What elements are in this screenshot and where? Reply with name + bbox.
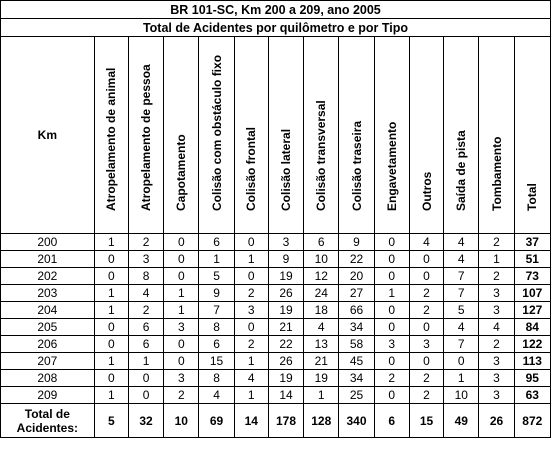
column-header-wrap bbox=[339, 37, 373, 233]
km-cell: 202 bbox=[1, 268, 95, 285]
value-cell: 1 bbox=[304, 387, 339, 404]
column-header bbox=[374, 37, 409, 234]
footer-total-cell: 49 bbox=[444, 404, 479, 438]
row-total-cell: 63 bbox=[514, 387, 550, 404]
km-cell: 209 bbox=[1, 387, 95, 404]
value-cell: 22 bbox=[268, 336, 303, 353]
value-cell: 0 bbox=[409, 251, 443, 268]
column-header-label: Tombamento bbox=[489, 136, 504, 211]
value-cell: 21 bbox=[268, 319, 303, 336]
value-cell: 1 bbox=[128, 353, 163, 370]
value-cell: 4 bbox=[444, 251, 479, 268]
column-header-wrap bbox=[515, 37, 550, 233]
value-cell: 24 bbox=[304, 285, 339, 302]
table-row bbox=[1, 268, 551, 285]
value-cell: 1 bbox=[479, 251, 514, 268]
value-cell: 0 bbox=[374, 353, 409, 370]
footer-label-line2: Acidentes: bbox=[16, 420, 79, 435]
value-cell: 1 bbox=[94, 285, 128, 302]
row-total-cell: 84 bbox=[514, 319, 550, 336]
column-header-wrap bbox=[95, 37, 128, 233]
footer-total-cell: 6 bbox=[374, 404, 409, 438]
value-cell: 2 bbox=[409, 302, 443, 319]
value-cell: 0 bbox=[409, 353, 443, 370]
value-cell: 25 bbox=[339, 387, 374, 404]
column-header-label: Outros bbox=[419, 171, 434, 211]
value-cell: 19 bbox=[268, 268, 303, 285]
value-cell: 7 bbox=[444, 336, 479, 353]
table-row bbox=[1, 319, 551, 336]
value-cell: 3 bbox=[479, 285, 514, 302]
value-cell: 0 bbox=[374, 387, 409, 404]
value-cell: 1 bbox=[234, 353, 268, 370]
value-cell: 10 bbox=[304, 251, 339, 268]
value-cell: 2 bbox=[128, 234, 163, 251]
column-header bbox=[199, 37, 234, 234]
value-cell: 45 bbox=[339, 353, 374, 370]
km-cell: 201 bbox=[1, 251, 95, 268]
value-cell: 3 bbox=[374, 336, 409, 353]
value-cell: 0 bbox=[164, 251, 199, 268]
value-cell: 7 bbox=[199, 302, 234, 319]
value-cell: 4 bbox=[444, 234, 479, 251]
column-header-wrap bbox=[129, 37, 163, 233]
column-header-label: Colisão com obstáculo fixo bbox=[209, 54, 224, 211]
table-row bbox=[1, 387, 551, 404]
value-cell: 8 bbox=[199, 319, 234, 336]
column-header-wrap bbox=[235, 37, 268, 233]
column-header bbox=[234, 37, 268, 234]
row-total-cell: 73 bbox=[514, 268, 550, 285]
value-cell: 0 bbox=[94, 370, 128, 387]
value-cell: 2 bbox=[128, 302, 163, 319]
value-cell: 7 bbox=[444, 285, 479, 302]
column-header bbox=[479, 37, 514, 234]
column-header-wrap bbox=[410, 37, 443, 233]
value-cell: 66 bbox=[339, 302, 374, 319]
column-header-label: Atropelamento de pessoa bbox=[139, 64, 154, 211]
value-cell: 26 bbox=[268, 285, 303, 302]
value-cell: 0 bbox=[234, 268, 268, 285]
value-cell: 0 bbox=[164, 268, 199, 285]
column-header bbox=[164, 37, 199, 234]
table-title: BR 101-SC, Km 200 a 209, ano 2005 bbox=[1, 1, 551, 19]
footer-total-cell: 15 bbox=[409, 404, 443, 438]
column-header-label: Colisão frontal bbox=[244, 126, 259, 211]
value-cell: 8 bbox=[199, 370, 234, 387]
value-cell: 34 bbox=[339, 370, 374, 387]
table-row bbox=[1, 353, 551, 370]
value-cell: 2 bbox=[234, 336, 268, 353]
value-cell: 0 bbox=[164, 336, 199, 353]
column-header bbox=[268, 37, 303, 234]
value-cell: 3 bbox=[268, 234, 303, 251]
table-subtitle: Total de Acidentes por quilômetro e por Tipo bbox=[1, 19, 551, 37]
value-cell: 0 bbox=[409, 319, 443, 336]
km-cell: 206 bbox=[1, 336, 95, 353]
value-cell: 12 bbox=[304, 268, 339, 285]
value-cell: 14 bbox=[268, 387, 303, 404]
value-cell: 19 bbox=[268, 370, 303, 387]
column-header-label: Total bbox=[525, 183, 540, 211]
footer-total-cell: 5 bbox=[94, 404, 128, 438]
km-cell: 207 bbox=[1, 353, 95, 370]
value-cell: 58 bbox=[339, 336, 374, 353]
value-cell: 0 bbox=[164, 234, 199, 251]
table-row bbox=[1, 251, 551, 268]
value-cell: 0 bbox=[444, 353, 479, 370]
value-cell: 1 bbox=[199, 251, 234, 268]
value-cell: 2 bbox=[409, 285, 443, 302]
value-cell: 4 bbox=[479, 319, 514, 336]
value-cell: 7 bbox=[444, 268, 479, 285]
value-cell: 3 bbox=[479, 353, 514, 370]
value-cell: 1 bbox=[94, 302, 128, 319]
footer-total-cell: 26 bbox=[479, 404, 514, 438]
value-cell: 6 bbox=[304, 234, 339, 251]
value-cell: 26 bbox=[268, 353, 303, 370]
value-cell: 2 bbox=[479, 336, 514, 353]
column-header-wrap bbox=[164, 37, 198, 233]
column-header-label: Colisão transversal bbox=[314, 100, 329, 211]
column-header-wrap bbox=[444, 37, 478, 233]
value-cell: 0 bbox=[374, 251, 409, 268]
value-cell: 1 bbox=[234, 387, 268, 404]
value-cell: 4 bbox=[444, 319, 479, 336]
km-cell: 203 bbox=[1, 285, 95, 302]
footer-total-cell: 32 bbox=[128, 404, 163, 438]
column-header-label: Colisão lateral bbox=[279, 128, 294, 211]
column-header-wrap bbox=[304, 37, 338, 233]
column-header-label: Capotamento bbox=[174, 134, 189, 211]
km-cell: 208 bbox=[1, 370, 95, 387]
value-cell: 19 bbox=[304, 370, 339, 387]
column-header bbox=[444, 37, 479, 234]
value-cell: 20 bbox=[339, 268, 374, 285]
row-total-cell: 37 bbox=[514, 234, 550, 251]
value-cell: 6 bbox=[199, 336, 234, 353]
value-cell: 2 bbox=[234, 285, 268, 302]
column-header-label: Colisão traseira bbox=[349, 120, 364, 211]
table-body bbox=[1, 234, 551, 404]
table-row bbox=[1, 370, 551, 387]
table-row bbox=[1, 234, 551, 251]
value-cell: 18 bbox=[304, 302, 339, 319]
column-header bbox=[409, 37, 443, 234]
value-cell: 9 bbox=[268, 251, 303, 268]
value-cell: 0 bbox=[374, 319, 409, 336]
value-cell: 5 bbox=[444, 302, 479, 319]
value-cell: 1 bbox=[164, 285, 199, 302]
grand-total-cell: 872 bbox=[514, 404, 550, 438]
value-cell: 10 bbox=[444, 387, 479, 404]
value-cell: 1 bbox=[94, 234, 128, 251]
column-header bbox=[304, 37, 339, 234]
value-cell: 0 bbox=[374, 302, 409, 319]
value-cell: 13 bbox=[304, 336, 339, 353]
value-cell: 9 bbox=[199, 285, 234, 302]
footer-total-cell: 69 bbox=[199, 404, 234, 438]
value-cell: 3 bbox=[479, 302, 514, 319]
column-header-label: Saída de pista bbox=[454, 130, 469, 211]
value-cell: 0 bbox=[94, 336, 128, 353]
column-header-wrap bbox=[269, 37, 303, 233]
value-cell: 1 bbox=[94, 387, 128, 404]
value-cell: 1 bbox=[374, 285, 409, 302]
value-cell: 3 bbox=[128, 251, 163, 268]
table-row bbox=[1, 302, 551, 319]
value-cell: 27 bbox=[339, 285, 374, 302]
value-cell: 1 bbox=[444, 370, 479, 387]
value-cell: 2 bbox=[479, 234, 514, 251]
km-cell: 205 bbox=[1, 319, 95, 336]
value-cell: 3 bbox=[479, 387, 514, 404]
table-row bbox=[1, 285, 551, 302]
value-cell: 0 bbox=[94, 268, 128, 285]
km-cell: 204 bbox=[1, 302, 95, 319]
column-header-wrap bbox=[479, 37, 513, 233]
value-cell: 3 bbox=[164, 319, 199, 336]
value-cell: 6 bbox=[128, 319, 163, 336]
footer-row bbox=[1, 404, 551, 438]
row-total-cell: 113 bbox=[514, 353, 550, 370]
value-cell: 19 bbox=[268, 302, 303, 319]
km-cell: 200 bbox=[1, 234, 95, 251]
value-cell: 0 bbox=[164, 353, 199, 370]
footer-label bbox=[1, 404, 95, 438]
value-cell: 2 bbox=[409, 370, 443, 387]
value-cell: 2 bbox=[374, 370, 409, 387]
value-cell: 3 bbox=[164, 370, 199, 387]
column-header bbox=[128, 37, 163, 234]
value-cell: 2 bbox=[409, 387, 443, 404]
value-cell: 0 bbox=[234, 234, 268, 251]
km-column-header: Km bbox=[1, 37, 95, 234]
value-cell: 8 bbox=[128, 268, 163, 285]
value-cell: 6 bbox=[199, 234, 234, 251]
value-cell: 0 bbox=[94, 251, 128, 268]
row-total-cell: 107 bbox=[514, 285, 550, 302]
value-cell: 4 bbox=[199, 387, 234, 404]
column-header-label: Engavetamento bbox=[384, 121, 399, 211]
value-cell: 21 bbox=[304, 353, 339, 370]
value-cell: 4 bbox=[409, 234, 443, 251]
table-row bbox=[1, 336, 551, 353]
value-cell: 4 bbox=[304, 319, 339, 336]
value-cell: 0 bbox=[409, 268, 443, 285]
column-header-wrap bbox=[199, 37, 233, 233]
row-total-cell: 122 bbox=[514, 336, 550, 353]
value-cell: 0 bbox=[128, 370, 163, 387]
column-header-label: Atropelamento de animal bbox=[104, 67, 119, 211]
value-cell: 3 bbox=[234, 302, 268, 319]
footer-total-cell: 340 bbox=[339, 404, 374, 438]
footer-total-cell: 128 bbox=[304, 404, 339, 438]
column-header bbox=[514, 37, 550, 234]
value-cell: 0 bbox=[374, 234, 409, 251]
footer-total-cell: 10 bbox=[164, 404, 199, 438]
value-cell: 0 bbox=[374, 268, 409, 285]
value-cell: 6 bbox=[128, 336, 163, 353]
value-cell: 2 bbox=[479, 268, 514, 285]
value-cell: 3 bbox=[409, 336, 443, 353]
value-cell: 2 bbox=[164, 387, 199, 404]
value-cell: 4 bbox=[128, 285, 163, 302]
row-total-cell: 95 bbox=[514, 370, 550, 387]
value-cell: 9 bbox=[339, 234, 374, 251]
value-cell: 3 bbox=[479, 370, 514, 387]
value-cell: 5 bbox=[199, 268, 234, 285]
column-header-wrap bbox=[375, 37, 409, 233]
column-header bbox=[94, 37, 128, 234]
footer-total-cell: 178 bbox=[268, 404, 303, 438]
footer-total-cell: 14 bbox=[234, 404, 268, 438]
footer-label-line1: Total de bbox=[24, 406, 70, 421]
value-cell: 1 bbox=[94, 353, 128, 370]
header-row bbox=[1, 37, 551, 234]
value-cell: 0 bbox=[94, 319, 128, 336]
value-cell: 4 bbox=[234, 370, 268, 387]
column-header bbox=[339, 37, 374, 234]
row-total-cell: 51 bbox=[514, 251, 550, 268]
value-cell: 15 bbox=[199, 353, 234, 370]
value-cell: 0 bbox=[128, 387, 163, 404]
row-total-cell: 127 bbox=[514, 302, 550, 319]
value-cell: 1 bbox=[234, 251, 268, 268]
value-cell: 0 bbox=[234, 319, 268, 336]
value-cell: 34 bbox=[339, 319, 374, 336]
value-cell: 22 bbox=[339, 251, 374, 268]
value-cell: 1 bbox=[164, 302, 199, 319]
